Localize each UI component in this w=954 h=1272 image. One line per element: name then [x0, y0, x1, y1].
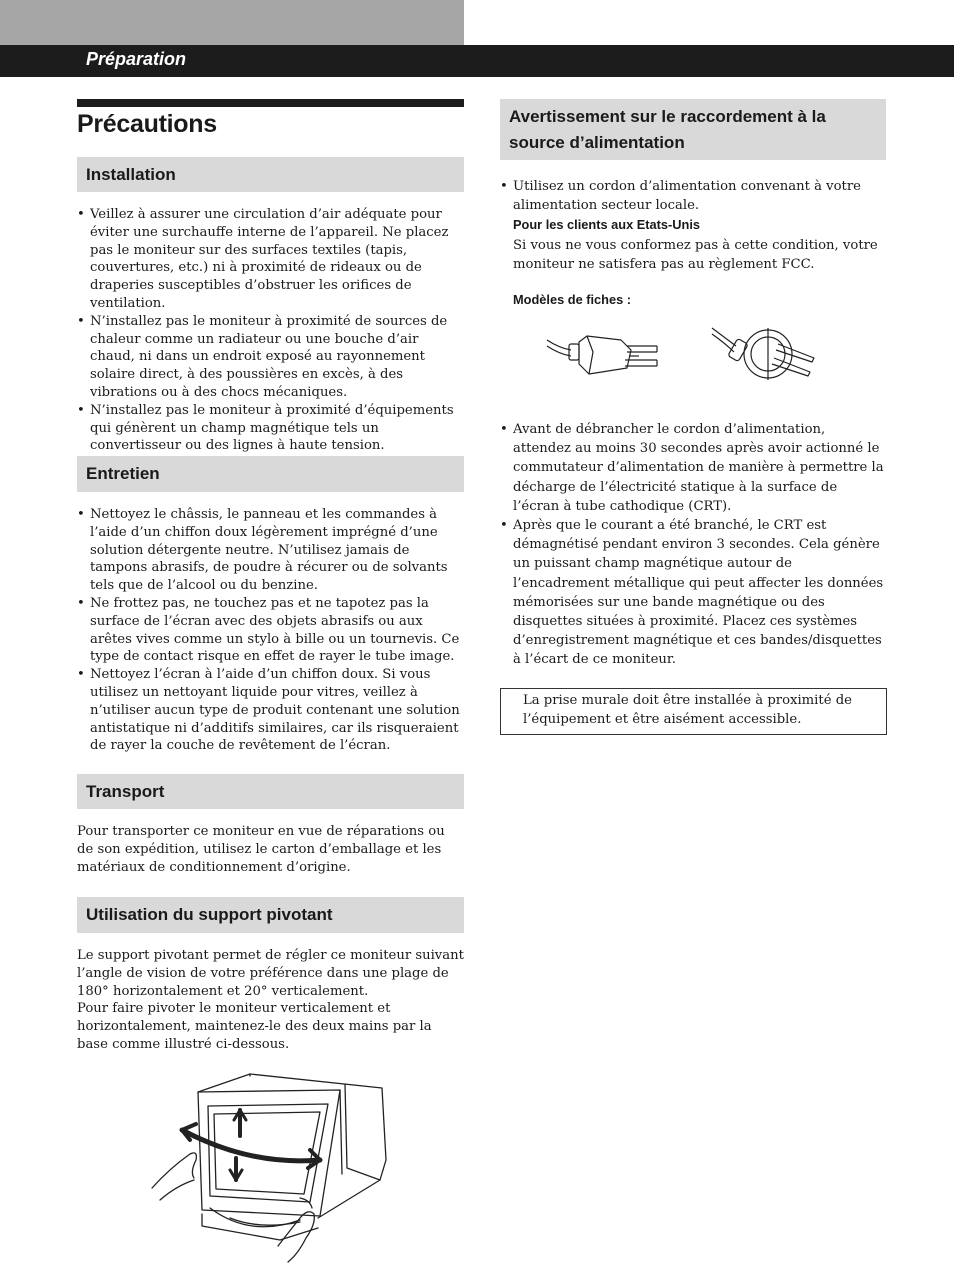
list-item: • Ne frottez pas, ne touchez pas et ne tapotez pas la surface de l’écran avec des objets abrasifs ou aux arêtes vives comme un stylo à bille ou un tournevis. Ce type de contact risque en effet de rayer le tube image. — [77, 595, 465, 666]
list-item: • Avant de débrancher le cordon d’alimentation, attendez au moins 30 secondes après avoir actionné le commutateur d’alimentation de manière à permettre la décharge de l’électricité statique à la surface de l’écran à tube cathodique (CRT). — [500, 420, 886, 516]
entretien-heading: Entretien — [77, 456, 464, 492]
power-block-2 — [500, 420, 886, 670]
power-block-1 — [500, 177, 886, 274]
list-item: • N’installez pas le moniteur à proximité de sources de chaleur comme un radiateur ou une bouche d’air chaud, ni dans un endroit exposé au rayonnement solaire direct, à des poussières en excès, à des vibrations ou à des chocs mécaniques. — [77, 313, 465, 402]
pivot-heading: Utilisation du support pivotant — [77, 897, 464, 933]
plug-types-label: Modèles de fiches : — [513, 292, 632, 307]
list-item: • N’installez pas le moniteur à proximité d’équipements qui génèrent un champ magnétique tels un convertisseur ou des lignes à haute tension. — [77, 402, 465, 455]
us-clients-text: Si vous ne vous conformez pas à cette condition, votre moniteur ne satisfera pas au règlement FCC. — [513, 237, 878, 272]
list-item: • Après que le courant a été branché, le CRT est démagnétisé pendant environ 3 secondes. Cela génère un puissant champ magnétique autour de l’encadrement métallique qui peut affecter les données mémorisées sur une bande magnétique ou des disquettes situées à proximité. Placez ces systèmes d’enregistrement magnétique et ces bandes/disquettes à l’écart de ce moniteur. — [500, 516, 886, 670]
pivot-text-block — [77, 947, 465, 1054]
entretien-list — [77, 506, 465, 755]
installation-heading: Installation — [77, 157, 464, 192]
list-item: • Nettoyez l’écran à l’aide d’un chiffon doux. Si vous utilisez un nettoyant liquide pour vitres, veillez à n’utiliser aucun type de produit contenant une solution antistatique ni d’additifs similaires, car ils risqueraient de rayer la couche de revêtement de l’écran. — [77, 666, 465, 755]
us-clients-label: Pour les clients aux Etats-Unis — [513, 217, 701, 233]
list-item: • Veillez à assurer une circulation d’air adéquate pour éviter une surchauffe interne de l’appareil. Ne placez pas le moniteur sur des surfaces textiles (tapis, couvertures, etc.) ni à proximité de rideaux ou de draperies susceptibles d’obstruer les orifices de ventilation. — [77, 206, 465, 313]
pivot-text-2: Pour faire pivoter le moniteur verticalement et horizontalement, maintenez-le des deux mains par la base comme illustré ci-dessous. — [77, 1001, 432, 1052]
power-list-1 — [500, 177, 886, 274]
list-item: • Nettoyez le châssis, le panneau et les commandes à l’aide d’un chiffon doux légèrement imprégné d’une solution détergente neutre. N’utilisez jamais de tampons abrasifs, de poudre à récurer ou de solvants tels que de l’alcool ou du benzine. — [77, 506, 465, 595]
us-plug-icon — [547, 336, 657, 374]
notice-box: La prise murale doit être installée à proximité de l’équipement et être aisément accessible. — [500, 688, 887, 735]
installation-list — [77, 206, 465, 455]
list-item — [500, 177, 886, 274]
title-rule — [77, 99, 464, 107]
power-heading: Avertissement sur le raccordement à la source d’alimentation — [500, 99, 886, 160]
page-title: Précautions — [77, 110, 217, 138]
transport-heading: Transport — [77, 774, 464, 809]
power-item-1: Utilisez un cordon d’alimentation convenant à votre alimentation secteur locale. — [513, 179, 861, 214]
plug-types-illustration — [545, 322, 825, 384]
power-list-2 — [500, 420, 886, 670]
pivot-text-1: Le support pivotant permet de régler ce moniteur suivant l’angle de vision de votre préférence dans une plage de 180° horizontalement et 20° verticalement. — [77, 948, 464, 999]
eu-plug-icon — [712, 328, 814, 380]
transport-text: Pour transporter ce moniteur en vue de réparations ou de son expédition, utilisez le carton d’emballage et les matériaux de conditionnement d’origine. — [77, 824, 445, 875]
swivel-monitor-illustration — [150, 1068, 400, 1263]
section-label: Préparation — [86, 49, 187, 69]
